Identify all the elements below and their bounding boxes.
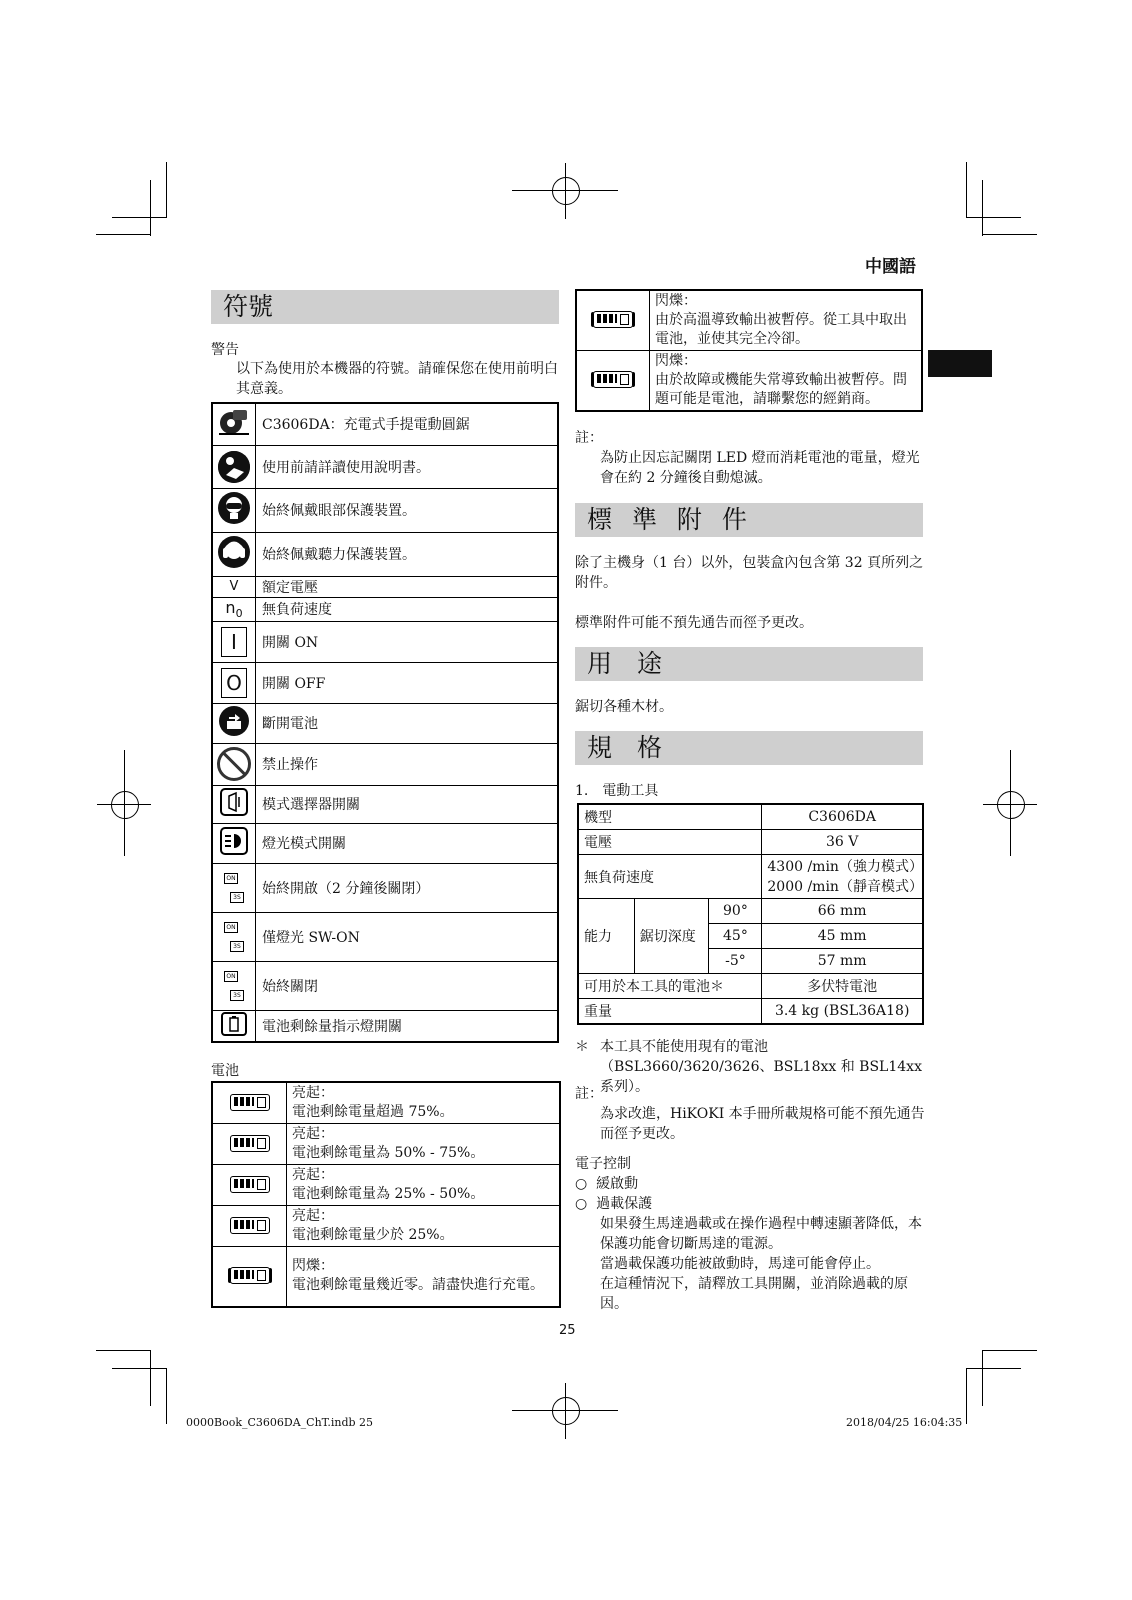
table-row: 閃爍： 由於高溫導致輸出被暫停。從工具中取出電池，並使其完全冷卻。 [576, 290, 922, 350]
language-label: 中國語 [865, 257, 916, 277]
battery-1-lamp-icon [230, 1217, 270, 1234]
voltage-symbol: V [212, 576, 256, 597]
battery-fault-blink-icon [593, 371, 633, 388]
usage-heading: 用 途 [575, 647, 923, 681]
specs-heading: 規 格 [575, 731, 923, 765]
table-row: O 開關 OFF [212, 662, 558, 703]
table-row: 45° 45 mm [578, 924, 923, 949]
table-row: 閃爍： 電池剩餘電量幾近零。請盡快進行充電。 [212, 1246, 560, 1307]
table-row: I 開關 ON [212, 621, 558, 662]
symbols-table [211, 402, 559, 1043]
prohibited-icon [217, 747, 251, 781]
eye-protection-icon [218, 492, 250, 528]
accessories-heading: 標 準 附 件 [575, 503, 923, 537]
always-on-icon: $\frac{ON}{3S}$ [224, 873, 244, 903]
battery-blink-icon [230, 1267, 270, 1284]
file-name: 0000Book_C3606DA_ChT.indb 25 [186, 1416, 374, 1429]
disconnect-battery-icon [219, 706, 249, 740]
accessories-change-note: 標準附件可能不預先通告而徑予更改。 [575, 615, 813, 631]
table-row: 機型 C3606DA [578, 804, 923, 830]
table-row: $\frac{ON}{3S}$ 始終開啟（2 分鐘後關閉） [212, 863, 558, 912]
table-row: 亮起： 電池剩餘電量為 50% - 75%。 [212, 1123, 560, 1164]
table-row: 能力 鋸切深度 90° 66 mm [578, 899, 923, 924]
table-row: $\frac{ON}{3S}$ 始終關閉 [212, 961, 558, 1010]
warning-label: 警告 [211, 342, 239, 358]
table-row: 亮起： 電池剩餘電量超過 75%。 [212, 1082, 560, 1123]
table-row: 燈光模式開關 [212, 823, 558, 863]
battery-3-lamps-icon [230, 1135, 270, 1152]
overload-desc: 如果發生馬達過載或在操作過程中轉速顯著降低，本保護功能會切斷馬達的電源。 [600, 1216, 922, 1252]
specs-table [577, 803, 924, 1025]
specs-subtitle: 1. 電動工具 [575, 783, 659, 799]
battery-table [211, 1081, 561, 1308]
battery-4-lamps-icon [230, 1094, 270, 1111]
note-label: 註： [575, 1086, 603, 1102]
read-manual-icon [218, 451, 250, 483]
mode-selector-icon [220, 788, 248, 820]
list-item: ○ 緩啟動 [575, 1176, 639, 1192]
table-row: 使用前請詳讀使用說明書。 [212, 445, 558, 488]
light-only-icon: $\frac{ON}{3S}$ [224, 922, 244, 952]
table-row: 始終佩戴聽力保護裝置。 [212, 532, 558, 576]
table-row: C3606DA：充電式手提電動圓鋸 [212, 403, 558, 445]
table-row: 電池剩餘量指示燈開關 [212, 1010, 558, 1042]
led-note: 為防止因忘記關閉 LED 燈而消耗電池的電量，燈光會在約 2 分鐘後自動熄滅。 [600, 450, 920, 486]
no-load-speed-symbol: $n_0$ [212, 597, 256, 621]
overload-desc-2: 當過載保護功能被啟動時，馬達可能會停止。 [600, 1256, 880, 1272]
table-row: 電壓 36 V [578, 830, 923, 855]
table-row: 可用於本工具的電池＊ 多伏特電池 [578, 974, 923, 999]
print-timestamp: 2018/04/25 16:04:35 [846, 1416, 963, 1429]
table-row: 無負荷速度 4300 /min（強力模式） 2000 /min（靜音模式） [578, 855, 923, 899]
electronic-control-heading: 電子控制 [575, 1156, 631, 1172]
switch-off-icon: O [221, 668, 247, 698]
table-row: 重量 3.4 kg (BSL36A18) [578, 999, 923, 1025]
table-row: 亮起： 電池剩餘電量少於 25%。 [212, 1205, 560, 1246]
light-mode-icon [220, 827, 248, 859]
table-row: -5° 57 mm [578, 949, 923, 974]
table-row: 亮起： 電池剩餘電量為 25% - 50%。 [212, 1164, 560, 1205]
table-row: 模式選擇器開關 [212, 785, 558, 823]
list-item: ○ 過載保護 [575, 1196, 653, 1212]
chapter-tab [928, 350, 992, 377]
bullet-circle-icon: ○ [575, 1176, 588, 1192]
usage-text: 鋸切各種木材。 [575, 699, 673, 715]
battery-heading: 電池 [211, 1063, 239, 1079]
table-row: 閃爍： 由於故障或機能失常導致輸出被暫停。問題可能是電池，請聯繫您的經銷商。 [576, 350, 922, 411]
battery-overheat-blink-icon [593, 311, 633, 328]
symbols-heading: 符號 [211, 290, 559, 324]
table-row: $\frac{ON}{3S}$ 僅燈光 SW-ON [212, 912, 558, 961]
spec-change-note: 為求改進，HiKOKI 本手冊所載規格可能不預先通告而徑予更改。 [600, 1106, 925, 1142]
note-label: 註： [575, 430, 603, 446]
battery-indicator-switch-icon [221, 1012, 247, 1040]
battery-footnote: 本工具不能使用現有的電池（BSL3660/3620/3626、BSL18xx 和 BSL14xx 系列）。 [600, 1039, 922, 1095]
table-row: V 額定電壓 [212, 576, 558, 597]
accessories-text: 除了主機身（1 台）以外，包裝盒內包含第 32 頁所列之附件。 [575, 555, 924, 591]
table-row: 斷開電池 [212, 703, 558, 743]
page-number: 25 [559, 1323, 576, 1338]
overload-desc-3: 在這種情況下，請釋放工具開關，並消除過載的原因。 [600, 1276, 908, 1312]
circular-saw-icon [217, 406, 251, 442]
table-row: $n_0$ 無負荷速度 [212, 597, 558, 621]
table-row: 禁止操作 [212, 743, 558, 785]
ear-protection-icon [218, 536, 250, 572]
table-row: 始終佩戴眼部保護裝置。 [212, 488, 558, 532]
bullet-circle-icon: ○ [575, 1196, 588, 1212]
switch-on-icon: I [221, 627, 247, 657]
battery-blink-table [575, 289, 923, 412]
battery-2-lamps-icon [230, 1176, 270, 1193]
footnote-mark: ＊ [575, 1039, 589, 1055]
always-off-icon: $\frac{ON}{3S}$ [224, 971, 244, 1001]
symbols-intro: 以下為使用於本機器的符號。請確保您在使用前明白其意義。 [236, 361, 558, 397]
